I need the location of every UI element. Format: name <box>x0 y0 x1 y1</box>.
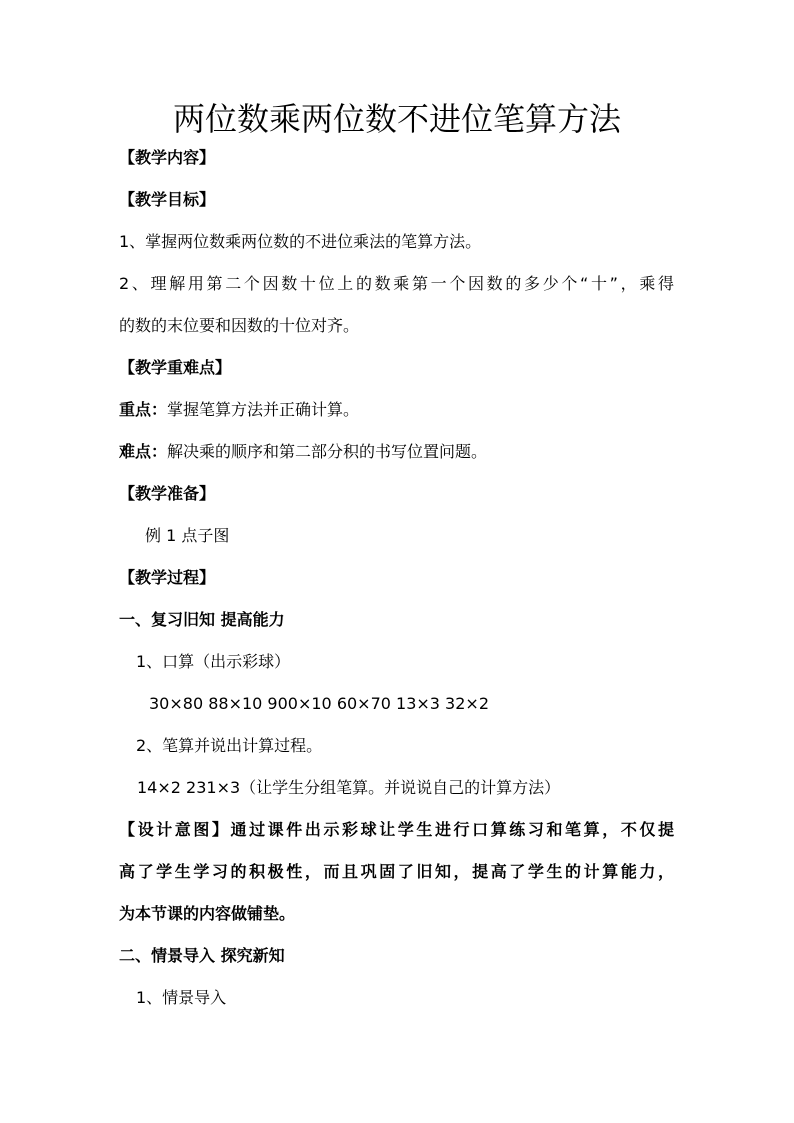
part-1-heading: 一、复习旧知 提高能力 <box>119 610 285 629</box>
key-points-heading: 【教学重难点】 <box>119 358 232 377</box>
difficulty-text: 解决乘的顺序和第二部分积的书写位置问题。 <box>167 442 488 461</box>
key-point-text: 掌握笔算方法并正确计算。 <box>167 400 360 419</box>
preparation-text: 例 1 点子图 <box>145 526 230 545</box>
difficulty-label: 难点： <box>119 442 168 461</box>
difficulty-line <box>119 440 487 464</box>
design-intent-line-3: 为本节课的内容做铺垫。 <box>119 904 296 923</box>
design-intent-line-1: 【设计意图】通过课件出示彩球让学生进行口算练习和笔算，不仅提 <box>119 820 674 839</box>
written-calculation-item: 2、笔算并说出计算过程。 <box>136 736 323 755</box>
scenario-intro-item: 1、情景导入 <box>136 988 227 1007</box>
key-point-line <box>119 398 359 422</box>
objective-2-line-2: 的数的末位要和因数的十位对齐。 <box>119 316 360 335</box>
teaching-process-heading: 【教学过程】 <box>119 568 216 587</box>
oral-calculation-item: 1、口算（出示彩球） <box>136 652 291 671</box>
teaching-content-heading: 【教学内容】 <box>119 148 216 167</box>
part-2-heading: 二、情景导入 探究新知 <box>119 946 285 965</box>
key-point-label: 重点： <box>119 400 168 419</box>
objective-2-line-1: 2、理解用第二个因数十位上的数乘第一个因数的多少个“十”，乘得 <box>119 274 674 293</box>
objective-1: 1、掌握两位数乘两位数的不进位乘法的笔算方法。 <box>119 232 482 251</box>
design-intent-line-2: 高了学生学习的积极性，而且巩固了旧知，提高了学生的计算能力， <box>119 862 674 881</box>
document-title: 两位数乘两位数不进位笔算方法 <box>172 100 621 138</box>
teaching-objectives-heading: 【教学目标】 <box>119 190 216 209</box>
written-calculation-exercises: 14×2 231×3（让学生分组笔算。并说说自己的计算方法） <box>137 778 561 797</box>
preparation-heading: 【教学准备】 <box>119 484 216 503</box>
oral-calculation-exercises: 30×80 88×10 900×10 60×70 13×3 32×2 <box>149 694 489 713</box>
